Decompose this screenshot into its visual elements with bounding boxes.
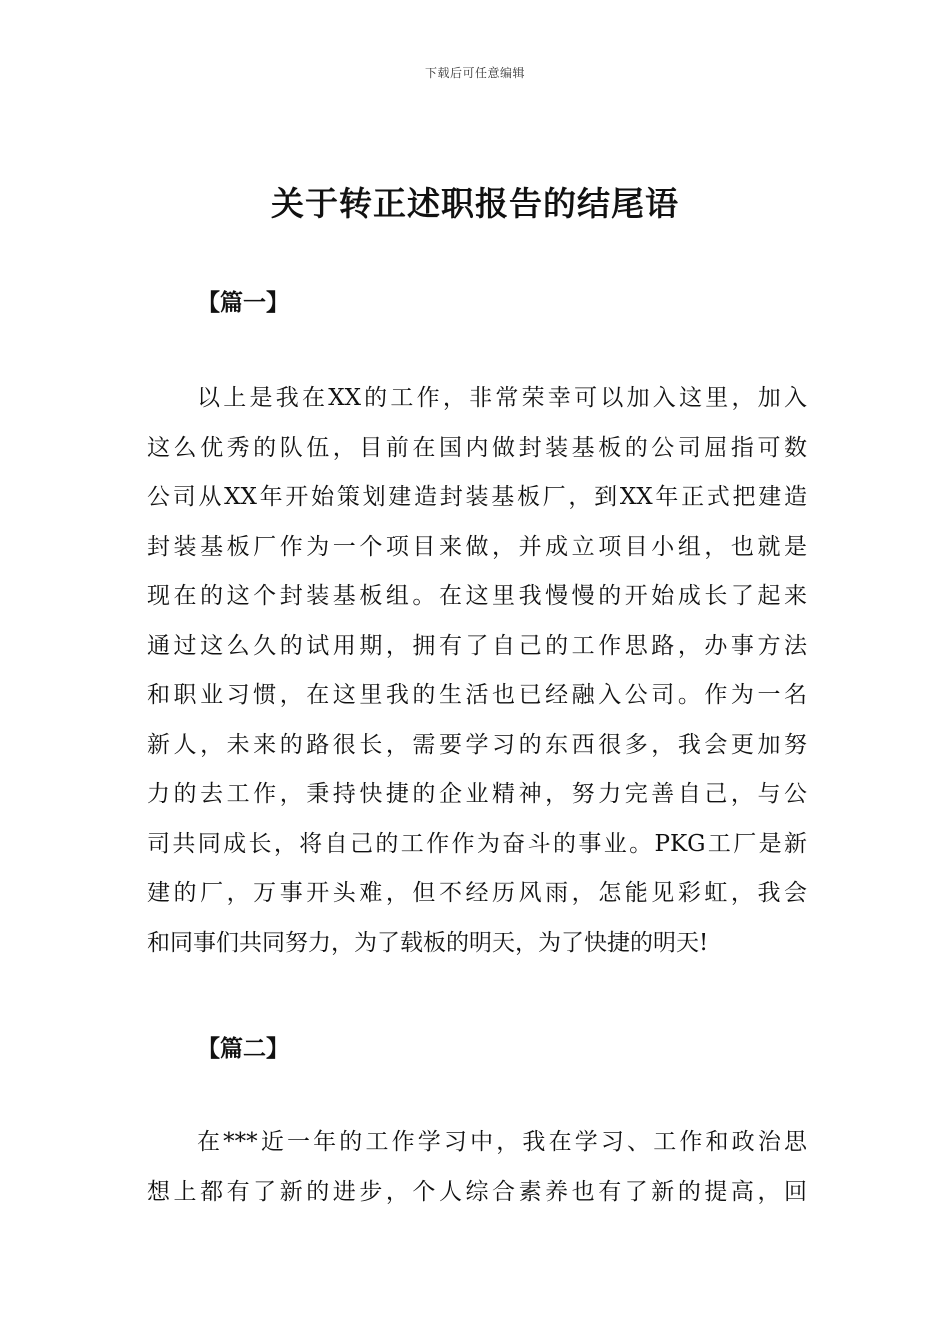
section-two-paragraph [147,1118,807,1217]
paragraph-line: 新人，未来的路很长，需要学习的东西很多，我会更加努 [147,731,807,758]
section-two-heading: 【篇二】 [197,1036,289,1062]
paragraph-line: 公司从XX年开始策划建造封装基板厂，到XX年正式把建造 [147,484,807,510]
section-one-paragraph [147,374,807,968]
paragraph-line: 司共同成长，将自己的工作作为奋斗的事业。PKG工厂是新 [147,830,807,857]
paragraph-line: 这么优秀的队伍，目前在国内做封装基板的公司屈指可数 [147,434,807,461]
paragraph-line: 和职业习惯，在这里我的生活也已经融入公司。作为一名 [147,682,807,708]
paragraph-line: 在***近一年的工作学习中，我在学习、工作和政治思 [197,1129,807,1155]
section-one-heading: 【篇一】 [197,290,289,316]
paragraph-line: 以上是我在XX的工作，非常荣幸可以加入这里，加入 [197,385,807,411]
header-note: 下载后可任意编辑 [424,66,525,80]
document-title: 关于转正述职报告的结尾语 [271,184,679,223]
paragraph-line: 封装基板厂作为一个项目来做，并成立项目小组，也就是 [147,533,807,560]
paragraph-line: 现在的这个封装基板组。在这里我慢慢的开始成长了起来 [147,583,807,609]
paragraph-line: 和同事们共同努力，为了载板的明天，为了快捷的明天! [147,929,709,956]
paragraph-line: 建的厂，万事开头难，但不经历风雨，怎能见彩虹，我会 [147,880,807,906]
paragraph-line: 力的去工作，秉持快捷的企业精神，努力完善自己，与公 [147,781,807,807]
paragraph-line: 想上都有了新的进步，个人综合素养也有了新的提高，回 [147,1178,807,1205]
paragraph-line: 通过这么久的试用期，拥有了自己的工作思路，办事方法 [147,632,807,659]
